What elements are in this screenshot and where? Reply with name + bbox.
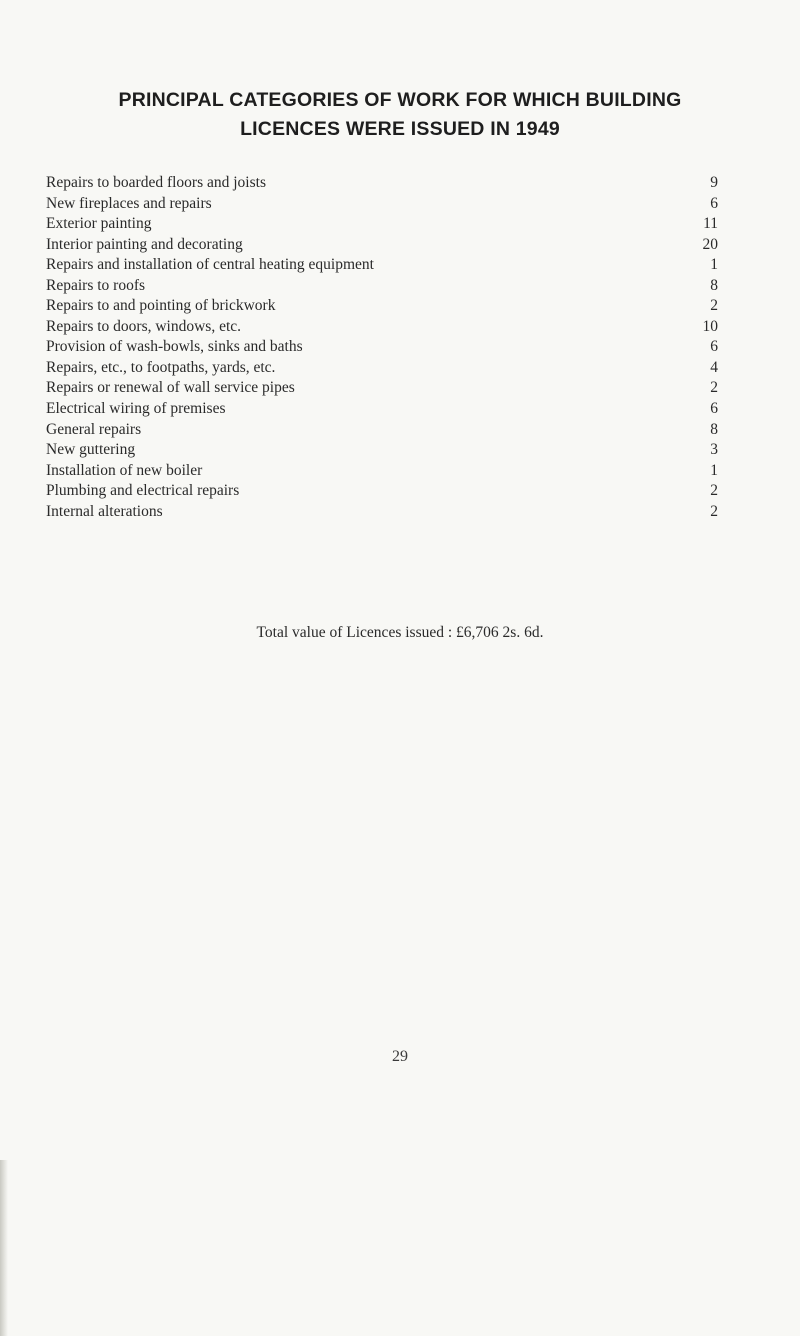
table-row bbox=[46, 296, 718, 317]
table-row bbox=[46, 255, 718, 276]
row-value: 8 bbox=[710, 276, 718, 294]
page-title bbox=[0, 86, 800, 144]
table-row bbox=[46, 276, 718, 297]
table-row bbox=[46, 440, 718, 461]
row-value: 11 bbox=[703, 215, 718, 233]
row-value: 8 bbox=[710, 420, 718, 438]
row-label: Interior painting and decorating bbox=[46, 235, 243, 253]
row-value: 6 bbox=[710, 400, 718, 418]
row-value: 9 bbox=[710, 174, 718, 191]
table-row bbox=[46, 235, 718, 256]
row-label: Repairs, etc., to footpaths, yards, etc. bbox=[46, 358, 276, 376]
table-row bbox=[46, 173, 718, 194]
row-label: Repairs to roofs bbox=[46, 276, 146, 294]
row-value: 20 bbox=[702, 235, 718, 253]
table-row bbox=[46, 337, 718, 358]
row-label: Exterior painting bbox=[46, 215, 152, 233]
title-line-2: LICENCES WERE ISSUED IN 1949 bbox=[240, 118, 560, 140]
table-row bbox=[46, 420, 718, 441]
page-number: 29 bbox=[392, 1048, 408, 1065]
categories-table bbox=[46, 173, 718, 522]
row-value: 10 bbox=[702, 317, 718, 335]
row-label: Repairs to boarded floors and joists bbox=[46, 174, 266, 191]
table-row bbox=[46, 461, 718, 482]
row-value: 4 bbox=[710, 358, 718, 376]
title-line-1: PRINCIPAL CATEGORIES OF WORK FOR WHICH BUILDING bbox=[118, 89, 682, 111]
row-label: Provision of wash-bowls, sinks and baths bbox=[46, 338, 303, 356]
row-label: New fireplaces and repairs bbox=[46, 194, 212, 212]
row-value: 1 bbox=[710, 256, 718, 274]
table-row bbox=[46, 378, 718, 399]
row-label: Repairs and installation of central heating equipment bbox=[46, 256, 374, 274]
page-edge-shadow bbox=[0, 1160, 8, 1336]
row-label: Installation of new boiler bbox=[46, 461, 203, 479]
table-row bbox=[46, 194, 718, 215]
row-label: Repairs to and pointing of brickwork bbox=[46, 297, 276, 315]
row-value: 3 bbox=[710, 441, 718, 459]
row-value: 2 bbox=[710, 379, 718, 397]
row-label: Plumbing and electrical repairs bbox=[46, 482, 240, 500]
row-label: Repairs or renewal of wall service pipes bbox=[46, 379, 295, 397]
row-value: 2 bbox=[710, 482, 718, 500]
row-label: New guttering bbox=[46, 441, 136, 459]
row-label: Repairs to doors, windows, etc. bbox=[46, 317, 242, 335]
table-row bbox=[46, 214, 718, 235]
total-value-line: Total value of Licences issued : £6,706 2s. 6d. bbox=[256, 624, 544, 641]
table-row bbox=[46, 317, 718, 338]
row-value: 2 bbox=[710, 502, 718, 520]
row-label: General repairs bbox=[46, 420, 142, 438]
table-row bbox=[46, 358, 718, 379]
row-label: Electrical wiring of premises bbox=[46, 400, 226, 418]
table-row bbox=[46, 399, 718, 420]
table-row bbox=[46, 481, 718, 502]
table-row bbox=[46, 502, 718, 523]
row-value: 6 bbox=[710, 338, 718, 356]
row-label: Internal alterations bbox=[46, 502, 163, 520]
row-value: 1 bbox=[710, 461, 718, 479]
row-value: 2 bbox=[710, 297, 718, 315]
row-value: 6 bbox=[710, 194, 718, 212]
